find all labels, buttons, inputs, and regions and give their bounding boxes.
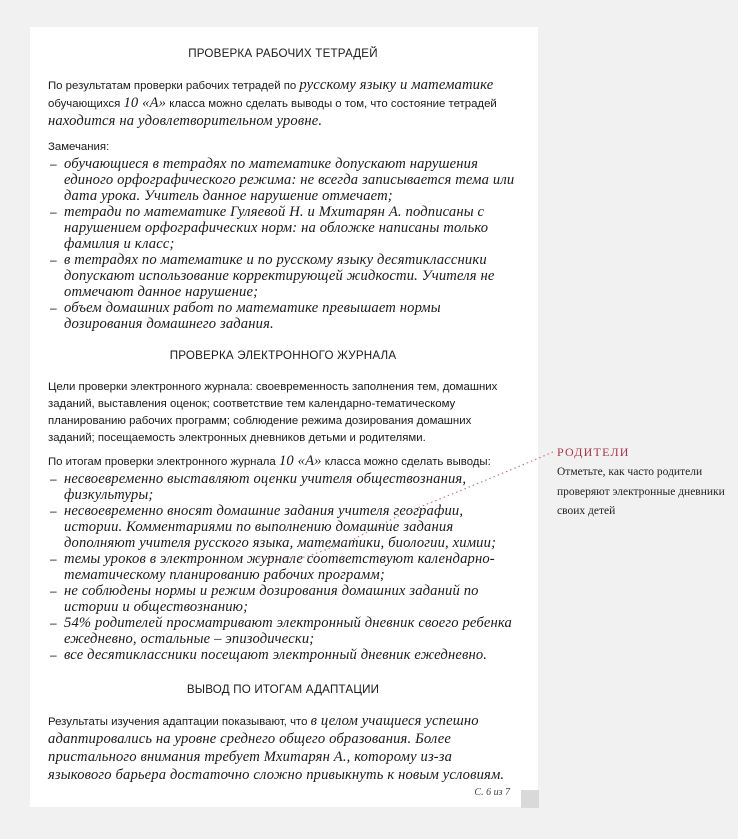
- ejournal-goals: Цели проверки электронного журнала: своевременность заполнения тем, домашних заданий, выставления оценок; соответствие тем календарно-тематическому планированию рабочих программ; соблюдение режима дозирования домашних заданий; посещаемость электронных дневников детьми и родителями.: [48, 381, 498, 444]
- document-content: [48, 45, 518, 785]
- workbooks-intro: [48, 77, 518, 131]
- list-item: – темы уроков в электронном журнале соответствуют календарно-тематическому планированию рабочих программ;: [48, 551, 518, 583]
- text-fragment: По итогам проверки электронного журнала: [48, 456, 279, 468]
- list-item: – все десятиклассники посещают электронный дневник ежедневно.: [48, 647, 518, 663]
- handwritten-fragment: 10 «А»: [278, 453, 322, 469]
- remarks-list: [48, 156, 518, 332]
- side-note-text: Отметьте, как часто родители проверяют электронные дневники своих детей: [557, 466, 725, 517]
- section-title-ejournal: ПРОВЕРКА ЭЛЕКТРОННОГО ЖУРНАЛА: [169, 349, 397, 362]
- list-item: – объем домашних работ по математике превышает нормы дозирования домашнего задания.: [48, 300, 518, 332]
- document-page: [30, 27, 538, 807]
- page-corner-fold: [521, 790, 539, 808]
- text-fragment: класса можно сделать выводы:: [321, 456, 491, 468]
- list-item: – не соблюдены нормы и режим дозирования домашних заданий по истории и обществознанию;: [48, 583, 518, 615]
- list-item: – несвоевременно вносят домашние задания учителя географии, истории. Комментариями по выполнению домашние задания дополняют учителя русского языка, математики, биологии, химии;: [48, 503, 518, 551]
- text-fragment: класса можно сделать выводы о том, что состояние тетрадей: [166, 98, 497, 110]
- text-fragment: Результаты изучения адаптации показывают, что: [48, 716, 311, 728]
- side-note-title: РОДИТЕЛИ: [557, 445, 630, 459]
- ejournal-results-intro: [48, 453, 518, 471]
- list-item: – обучающиеся в тетрадях по математике допускают нарушения единого орфографического режима: не всегда записывается тема или дата урока. Учитель данное нарушение отмечает;: [48, 156, 518, 204]
- adaptation-conclusion: [48, 713, 518, 785]
- list-item: – 54% родителей просматривают электронный дневник своего ребенка ежедневно, остальные – эпизодически;: [48, 615, 518, 647]
- remarks-label: Замечания:: [48, 141, 110, 153]
- handwritten-fragment: находится на удовлетворительном уровне.: [48, 113, 323, 129]
- section-title-adaptation: ВЫВОД ПО ИТОГАМ АДАПТАЦИИ: [186, 683, 380, 696]
- page-number: С. 6 из 7: [474, 787, 510, 798]
- text-fragment: По результатам проверки рабочих тетрадей по: [48, 80, 300, 92]
- handwritten-fragment: 10 «А»: [123, 95, 167, 111]
- list-item: – в тетрадях по математике и по русскому языку десятиклассники допускают использование корректирующей жидкости. Учителя не отмечают данное нарушение;: [48, 252, 518, 300]
- section-title-workbooks: ПРОВЕРКА РАБОЧИХ ТЕТРАДЕЙ: [188, 47, 378, 60]
- ejournal-findings-list: [48, 471, 518, 663]
- list-item: – тетради по математике Гуляевой Н. и Мхитарян А. подписаны с нарушением орфографических норм: на обложке написаны только фамилия и класс;: [48, 204, 518, 252]
- text-fragment: обучающихся: [48, 98, 124, 110]
- list-item: – несвоевременно выставляют оценки учителя обществознания, физкультуры;: [48, 471, 518, 503]
- handwritten-fragment: в целом учащиеся успешно адаптировались на уровне среднего общего образования. Более пристального внимания требует Мхитарян А., которому из-за языкового барьера достаточно сложно привыкнуть к новым условиям.: [48, 713, 505, 783]
- handwritten-fragment: русскому языку и математике: [299, 77, 494, 93]
